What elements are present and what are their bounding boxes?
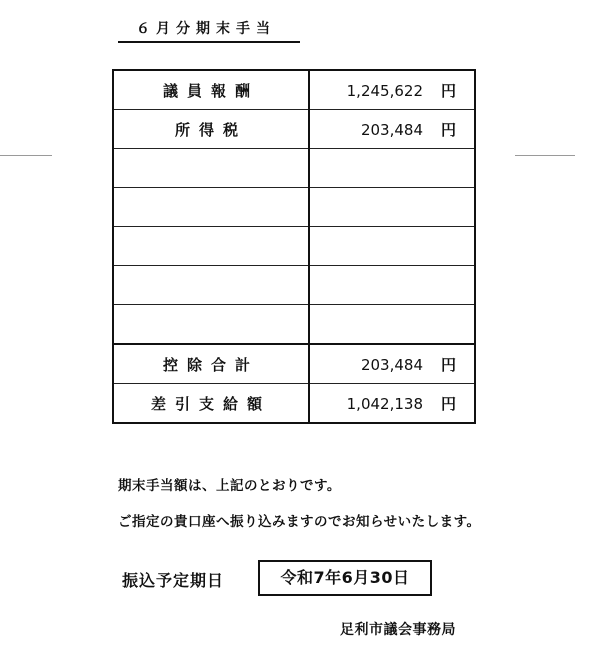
row-label: 所得税 — [113, 110, 309, 149]
table-row — [113, 266, 475, 305]
transfer-date-box: 令和7年6月30日 — [258, 560, 432, 596]
table-row — [113, 188, 475, 227]
row-amount-cell — [309, 110, 475, 149]
table-row — [113, 344, 475, 384]
row-label: 控除合計 — [113, 344, 309, 384]
row-unit: 円 — [440, 81, 456, 100]
row-unit: 円 — [440, 120, 456, 139]
table-row — [113, 384, 475, 424]
table-row — [113, 227, 475, 266]
transfer-date-label: 振込予定期日 — [122, 571, 225, 590]
note-line: ご指定の貴口座へ振り込みますのでお知らせいたします。 — [118, 514, 481, 530]
row-amount-cell — [309, 188, 475, 227]
row-amount: 1,042,138 — [346, 394, 423, 413]
row-label — [113, 305, 309, 345]
row-label: 議員報酬 — [113, 70, 309, 110]
allowance-table — [112, 69, 476, 424]
row-amount: 203,484 — [360, 355, 423, 374]
table-row — [113, 110, 475, 149]
row-amount: 1,245,622 — [346, 81, 423, 100]
row-label: 差引支給額 — [113, 384, 309, 424]
row-amount-cell — [309, 149, 475, 188]
row-amount: 203,484 — [360, 120, 423, 139]
table-row — [113, 305, 475, 345]
note-line: 期末手当額は、上記のとおりです。 — [118, 478, 341, 494]
row-unit: 円 — [440, 394, 456, 413]
row-amount-cell — [309, 70, 475, 110]
row-label — [113, 227, 309, 266]
row-label — [113, 266, 309, 305]
document-title: ６月分期末手当 — [118, 18, 300, 43]
row-label — [113, 188, 309, 227]
table-row — [113, 70, 475, 110]
row-label — [113, 149, 309, 188]
table-row — [113, 149, 475, 188]
scan-mark — [0, 155, 52, 156]
row-unit: 円 — [440, 355, 456, 374]
row-amount-cell — [309, 384, 475, 424]
scan-mark — [515, 155, 575, 156]
row-amount-cell — [309, 344, 475, 384]
issuer-name: 足利市議会事務局 — [340, 622, 456, 638]
row-amount-cell — [309, 266, 475, 305]
row-amount-cell — [309, 305, 475, 345]
row-amount-cell — [309, 227, 475, 266]
